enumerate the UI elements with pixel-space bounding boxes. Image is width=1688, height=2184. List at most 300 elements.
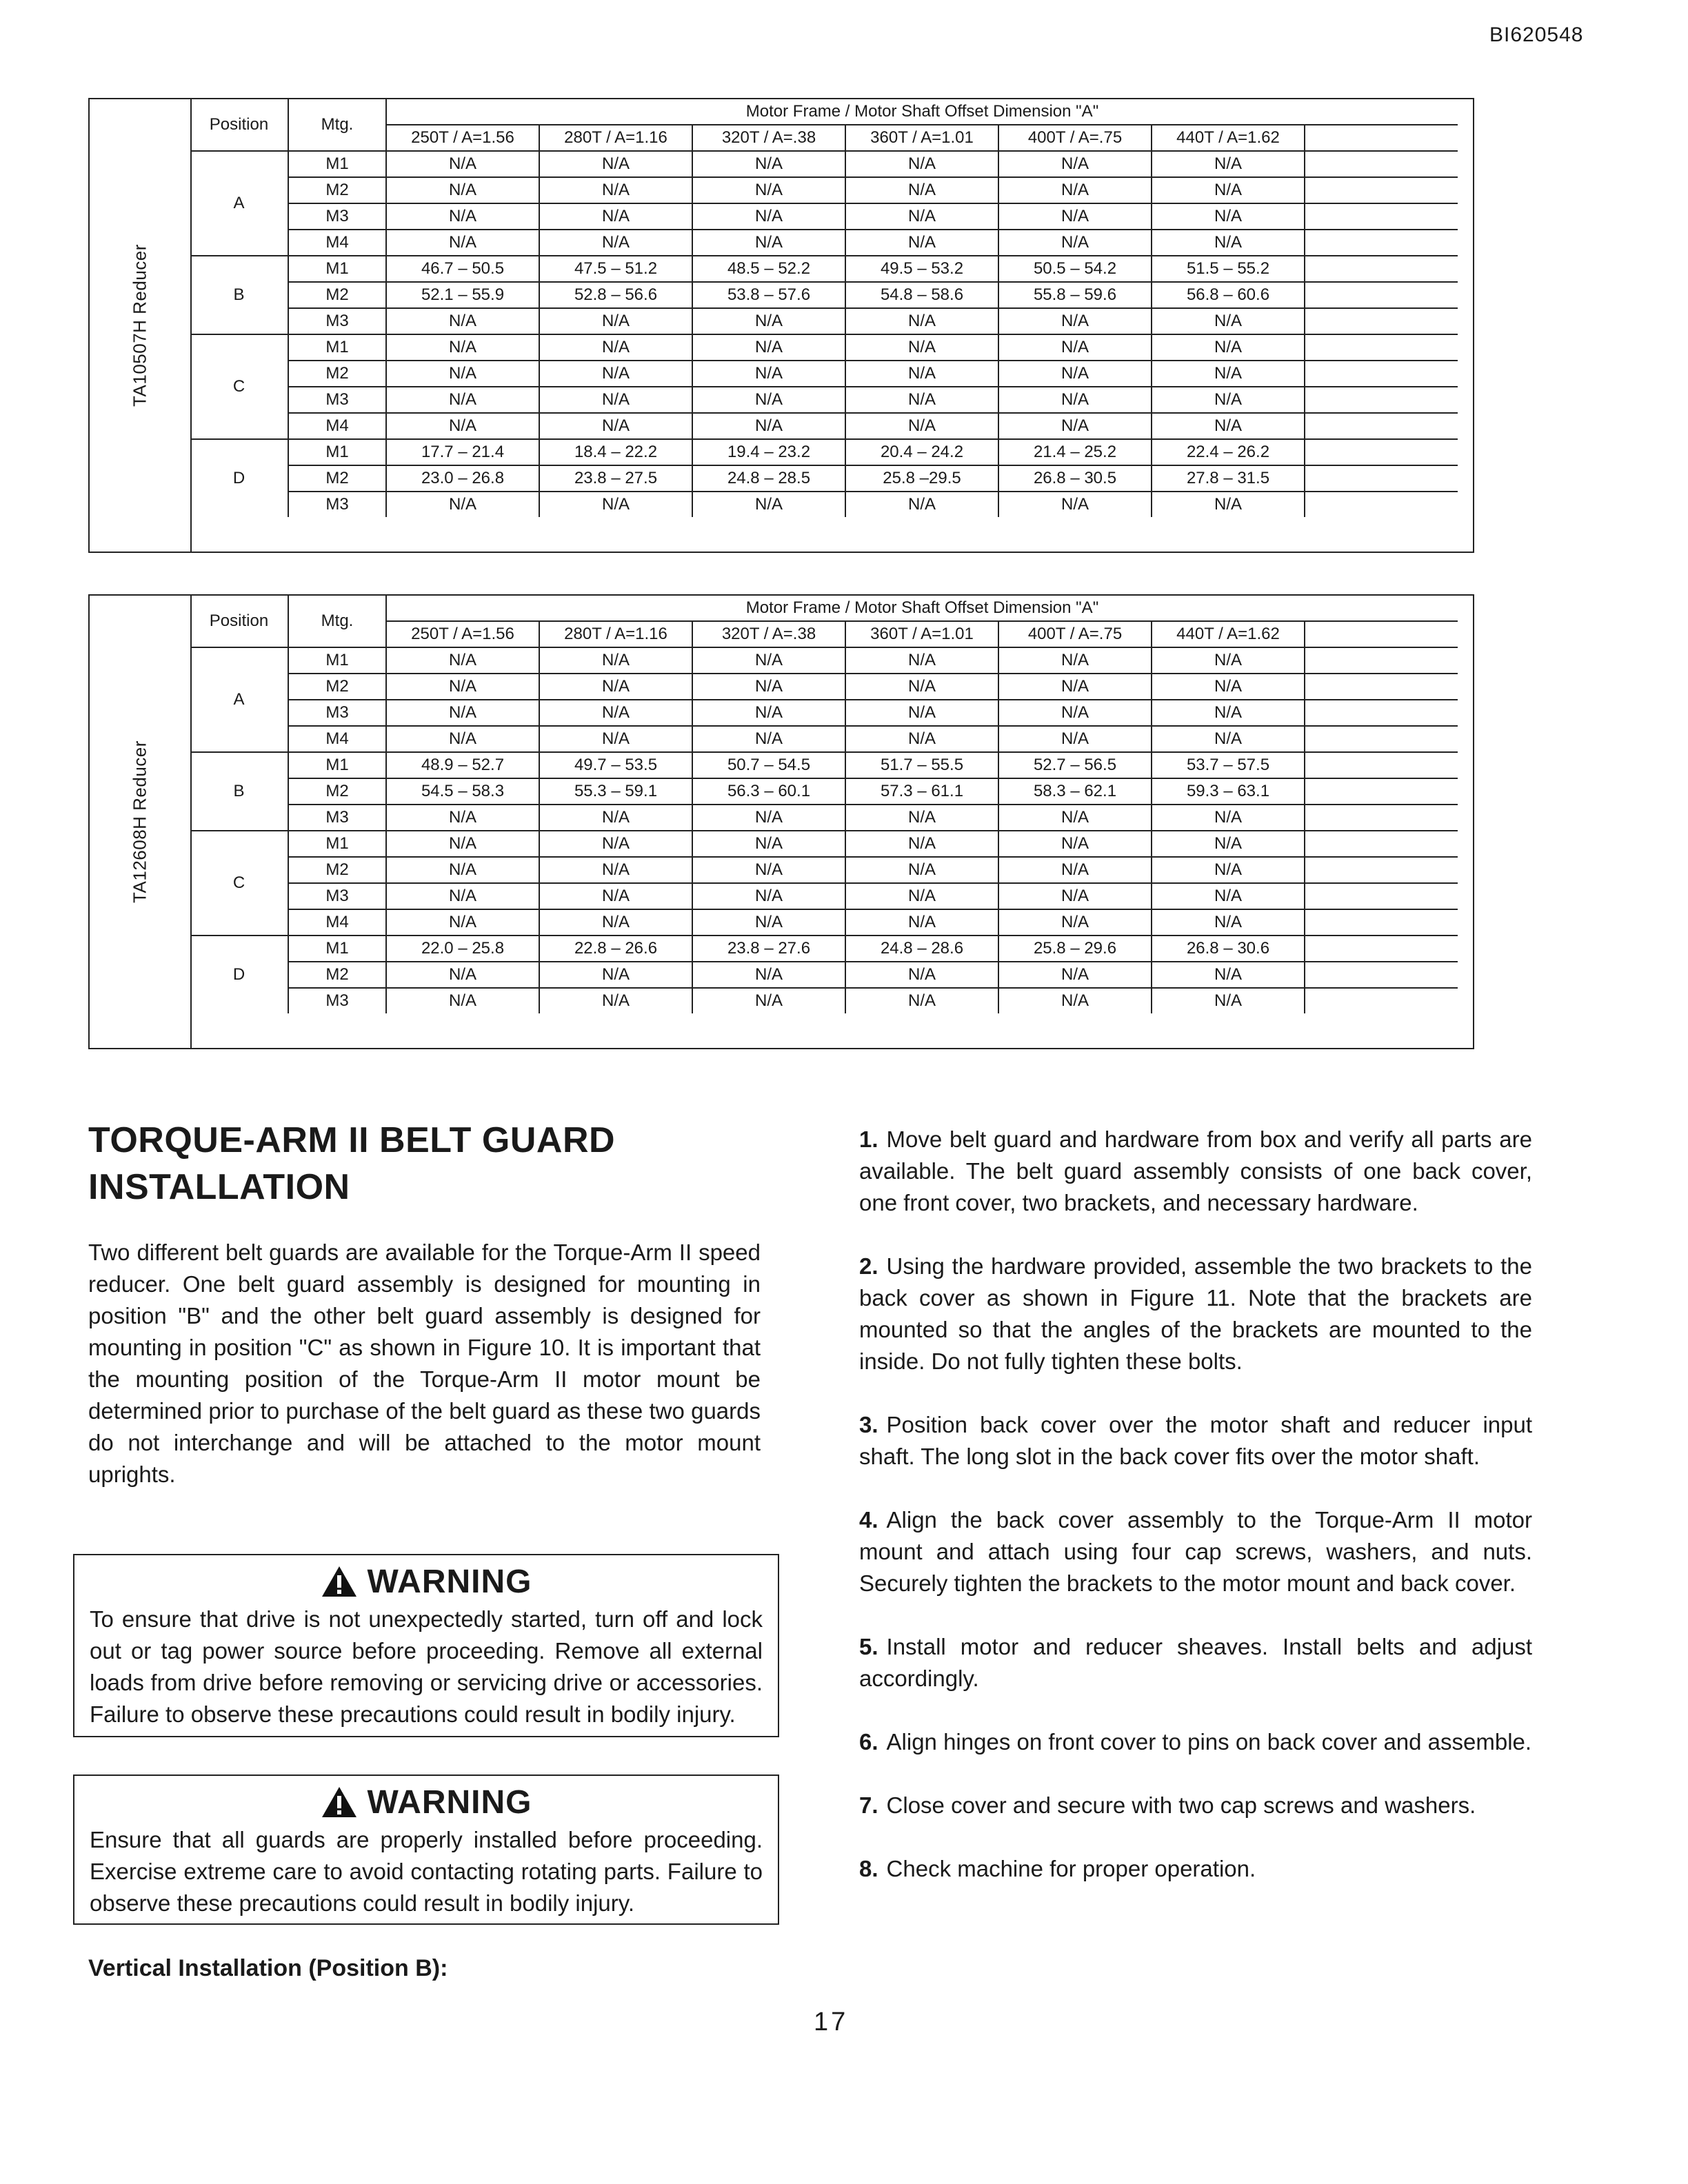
mtg-cell: M3 <box>288 387 386 413</box>
value-cell: N/A <box>845 177 998 203</box>
value-cell: N/A <box>1152 805 1305 831</box>
dimension-table-ta10507h <box>88 98 1474 553</box>
value-cell: N/A <box>1152 203 1305 230</box>
table-row <box>190 334 1458 361</box>
value-cell: N/A <box>998 883 1152 909</box>
warning-triangle-icon <box>321 1565 358 1598</box>
mtg-cell: M3 <box>288 883 386 909</box>
step-item <box>859 1409 1532 1473</box>
left-column <box>88 1117 761 1490</box>
step-item <box>859 1504 1532 1599</box>
value-cell: 48.9 – 52.7 <box>386 752 539 778</box>
motor-frame-header: Motor Frame / Motor Shaft Offset Dimension "A" <box>386 596 1458 621</box>
value-cell: N/A <box>539 387 692 413</box>
table-row <box>190 282 1458 308</box>
value-cell: N/A <box>539 413 692 439</box>
step-number: 3. <box>859 1412 878 1437</box>
value-cell: N/A <box>386 700 539 726</box>
table-row <box>190 883 1458 909</box>
table-row <box>190 831 1458 857</box>
step-text: Check machine for proper operation. <box>886 1856 1256 1881</box>
value-cell: N/A <box>692 492 845 517</box>
table-row <box>190 647 1458 674</box>
value-cell: N/A <box>845 962 998 988</box>
value-cell: N/A <box>998 177 1152 203</box>
step-item <box>859 1251 1532 1377</box>
table-row <box>190 387 1458 413</box>
value-cell: N/A <box>845 361 998 387</box>
value-cell: 52.8 – 56.6 <box>539 282 692 308</box>
step-text: Install motor and reducer sheaves. Install belts and adjust accordingly. <box>859 1634 1532 1691</box>
table-row <box>190 778 1458 805</box>
table-row <box>190 151 1458 177</box>
warning-text: To ensure that drive is not unexpectedly started, turn off and lock out or tag power source before proceeding. Remove all external loads from drive before removing or servicing drive or accessories. Failure to observe these precautions could result in bodily injury. <box>90 1606 763 1727</box>
value-cell: 47.5 – 51.2 <box>539 256 692 282</box>
empty-cell <box>1305 726 1458 752</box>
frame-header: 250T / A=1.56 <box>386 125 539 151</box>
frame-header: 320T / A=.38 <box>692 621 845 647</box>
mtg-cell: M1 <box>288 831 386 857</box>
dimension-table-ta12608h <box>88 594 1474 1049</box>
value-cell: N/A <box>386 308 539 334</box>
step-number: 1. <box>859 1126 878 1152</box>
value-cell: 57.3 – 61.1 <box>845 778 998 805</box>
value-cell: N/A <box>998 674 1152 700</box>
value-cell: N/A <box>539 647 692 674</box>
step-number: 6. <box>859 1729 878 1755</box>
value-cell: N/A <box>845 647 998 674</box>
frame-header: 440T / A=1.62 <box>1152 621 1305 647</box>
value-cell: N/A <box>386 726 539 752</box>
value-cell: 56.8 – 60.6 <box>1152 282 1305 308</box>
value-cell: N/A <box>386 492 539 517</box>
value-cell: N/A <box>998 203 1152 230</box>
value-cell: N/A <box>692 962 845 988</box>
value-cell: N/A <box>998 962 1152 988</box>
value-cell: 23.0 – 26.8 <box>386 465 539 492</box>
value-cell: N/A <box>539 883 692 909</box>
value-cell: 26.8 – 30.5 <box>998 465 1152 492</box>
value-cell: N/A <box>386 203 539 230</box>
value-cell: N/A <box>692 831 845 857</box>
value-cell: 46.7 – 50.5 <box>386 256 539 282</box>
table-row <box>190 465 1458 492</box>
offset-table <box>190 596 1458 1013</box>
value-cell: N/A <box>692 647 845 674</box>
value-cell: N/A <box>998 492 1152 517</box>
value-cell: 52.7 – 56.5 <box>998 752 1152 778</box>
value-cell: N/A <box>1152 151 1305 177</box>
position-cell: A <box>190 151 288 256</box>
value-cell: 59.3 – 63.1 <box>1152 778 1305 805</box>
value-cell: N/A <box>692 387 845 413</box>
warning-title: WARNING <box>367 1783 532 1821</box>
step-item <box>859 1726 1532 1758</box>
table-row <box>190 256 1458 282</box>
value-cell: N/A <box>845 413 998 439</box>
value-cell: N/A <box>692 203 845 230</box>
mtg-cell: M4 <box>288 909 386 936</box>
value-cell: N/A <box>998 988 1152 1013</box>
empty-cell <box>1305 203 1458 230</box>
table-row <box>190 308 1458 334</box>
value-cell: N/A <box>845 700 998 726</box>
value-cell: N/A <box>692 308 845 334</box>
value-cell: N/A <box>998 308 1152 334</box>
table-row <box>190 230 1458 256</box>
value-cell: N/A <box>998 831 1152 857</box>
position-cell: D <box>190 439 288 517</box>
value-cell: N/A <box>539 726 692 752</box>
table-row <box>190 909 1458 936</box>
value-cell: 56.3 – 60.1 <box>692 778 845 805</box>
value-cell: N/A <box>692 883 845 909</box>
value-cell: N/A <box>386 962 539 988</box>
motor-frame-header: Motor Frame / Motor Shaft Offset Dimension "A" <box>386 99 1458 125</box>
table-row <box>190 700 1458 726</box>
value-cell: N/A <box>386 361 539 387</box>
value-cell: 55.3 – 59.1 <box>539 778 692 805</box>
value-cell: 58.3 – 62.1 <box>998 778 1152 805</box>
table-side-label <box>90 596 192 1048</box>
value-cell: N/A <box>845 674 998 700</box>
position-header: Position <box>190 99 288 151</box>
warning-box <box>73 1554 779 1737</box>
value-cell: N/A <box>998 805 1152 831</box>
value-cell: 24.8 – 28.5 <box>692 465 845 492</box>
table-row <box>190 361 1458 387</box>
value-cell: 24.8 – 28.6 <box>845 936 998 962</box>
value-cell: 49.7 – 53.5 <box>539 752 692 778</box>
table-row <box>190 492 1458 517</box>
table-row <box>190 726 1458 752</box>
value-cell: 26.8 – 30.6 <box>1152 936 1305 962</box>
value-cell: N/A <box>998 334 1152 361</box>
empty-cell <box>1305 621 1458 647</box>
value-cell: N/A <box>692 674 845 700</box>
value-cell: N/A <box>692 413 845 439</box>
value-cell: N/A <box>539 805 692 831</box>
position-cell: C <box>190 831 288 936</box>
table-row <box>190 177 1458 203</box>
value-cell: 18.4 – 22.2 <box>539 439 692 465</box>
value-cell: N/A <box>998 151 1152 177</box>
value-cell: N/A <box>692 726 845 752</box>
value-cell: N/A <box>1152 177 1305 203</box>
value-cell: N/A <box>998 857 1152 883</box>
step-number: 7. <box>859 1792 878 1818</box>
empty-cell <box>1305 909 1458 936</box>
empty-cell <box>1305 387 1458 413</box>
value-cell: N/A <box>539 177 692 203</box>
value-cell: 49.5 – 53.2 <box>845 256 998 282</box>
position-cell: D <box>190 936 288 1013</box>
value-cell: 17.7 – 21.4 <box>386 439 539 465</box>
table-row <box>190 857 1458 883</box>
offset-table <box>190 99 1458 517</box>
empty-cell <box>1305 988 1458 1013</box>
table-row <box>190 439 1458 465</box>
value-cell: N/A <box>386 883 539 909</box>
empty-cell <box>1305 805 1458 831</box>
value-cell: N/A <box>692 909 845 936</box>
empty-cell <box>1305 413 1458 439</box>
steps-list <box>859 1124 1532 1917</box>
value-cell: N/A <box>692 151 845 177</box>
value-cell: 19.4 – 23.2 <box>692 439 845 465</box>
value-cell: N/A <box>1152 674 1305 700</box>
value-cell: N/A <box>1152 831 1305 857</box>
empty-cell <box>1305 857 1458 883</box>
mtg-cell: M3 <box>288 203 386 230</box>
step-text: Close cover and secure with two cap screws and washers. <box>886 1792 1476 1818</box>
step-item <box>859 1631 1532 1695</box>
value-cell: N/A <box>386 151 539 177</box>
value-cell: 53.8 – 57.6 <box>692 282 845 308</box>
mtg-cell: M3 <box>288 988 386 1013</box>
empty-cell <box>1305 334 1458 361</box>
value-cell: N/A <box>1152 647 1305 674</box>
empty-cell <box>1305 361 1458 387</box>
value-cell: 52.1 – 55.9 <box>386 282 539 308</box>
frame-header: 360T / A=1.01 <box>845 125 998 151</box>
value-cell: 20.4 – 24.2 <box>845 439 998 465</box>
value-cell: N/A <box>539 361 692 387</box>
mtg-cell: M4 <box>288 726 386 752</box>
value-cell: N/A <box>386 909 539 936</box>
value-cell: N/A <box>845 831 998 857</box>
table-row <box>190 674 1458 700</box>
value-cell: N/A <box>845 334 998 361</box>
section-title <box>88 1117 761 1211</box>
table-row <box>190 936 1458 962</box>
value-cell: 25.8 –29.5 <box>845 465 998 492</box>
mtg-cell: M4 <box>288 413 386 439</box>
intro-paragraph: Two different belt guards are available for the Torque-Arm II speed reducer. One belt guard assembly is designed for mounting in position "B" and the other belt guard assembly is designed for mounting in position "C" as shown in Figure 10. It is important that the mounting position of the Torque-Arm II motor mount be determined prior to purchase of the belt guard as these two guards do not interchange and will be attached to the motor mount uprights. <box>88 1240 761 1487</box>
value-cell: N/A <box>539 857 692 883</box>
table-row <box>190 203 1458 230</box>
value-cell: N/A <box>845 805 998 831</box>
value-cell: N/A <box>386 647 539 674</box>
table-side-label <box>90 99 192 552</box>
step-text: Align the back cover assembly to the Torque-Arm II motor mount and attach using four cap screws, washers, and nuts. Securely tighten the brackets to the motor mount and back cover. <box>859 1507 1532 1596</box>
value-cell: N/A <box>386 857 539 883</box>
table-row <box>190 752 1458 778</box>
mtg-cell: M3 <box>288 805 386 831</box>
value-cell: N/A <box>692 700 845 726</box>
value-cell: N/A <box>539 988 692 1013</box>
empty-cell <box>1305 282 1458 308</box>
table-row <box>190 962 1458 988</box>
warning-title: WARNING <box>367 1563 532 1600</box>
empty-cell <box>1305 883 1458 909</box>
empty-cell <box>1305 831 1458 857</box>
value-cell: N/A <box>1152 387 1305 413</box>
empty-cell <box>1305 492 1458 517</box>
value-cell: N/A <box>539 230 692 256</box>
value-cell: N/A <box>386 674 539 700</box>
step-number: 2. <box>859 1253 878 1279</box>
mtg-cell: M2 <box>288 361 386 387</box>
empty-cell <box>1305 230 1458 256</box>
step-item <box>859 1790 1532 1821</box>
section-title-line1: TORQUE-ARM II BELT GUARD <box>88 1120 616 1160</box>
mtg-cell: M1 <box>288 439 386 465</box>
empty-cell <box>1305 647 1458 674</box>
value-cell: N/A <box>1152 413 1305 439</box>
value-cell: N/A <box>386 988 539 1013</box>
step-text: Move belt guard and hardware from box and verify all parts are available. The belt guard assembly consists of one back cover, one front cover, two brackets, and necessary hardware. <box>859 1126 1532 1215</box>
value-cell: 23.8 – 27.6 <box>692 936 845 962</box>
step-item <box>859 1124 1532 1219</box>
mtg-header: Mtg. <box>288 596 386 647</box>
value-cell: 51.5 – 55.2 <box>1152 256 1305 282</box>
empty-cell <box>1305 439 1458 465</box>
value-cell: 51.7 – 55.5 <box>845 752 998 778</box>
value-cell: N/A <box>1152 909 1305 936</box>
value-cell: N/A <box>386 805 539 831</box>
value-cell: N/A <box>692 334 845 361</box>
value-cell: N/A <box>845 909 998 936</box>
mtg-cell: M1 <box>288 256 386 282</box>
value-cell: N/A <box>1152 883 1305 909</box>
value-cell: N/A <box>386 831 539 857</box>
value-cell: N/A <box>1152 230 1305 256</box>
value-cell: N/A <box>1152 726 1305 752</box>
value-cell: N/A <box>845 883 998 909</box>
value-cell: N/A <box>998 726 1152 752</box>
reducer-label: TA12608H Reducer <box>129 740 150 903</box>
step-text: Align hinges on front cover to pins on back cover and assemble. <box>886 1729 1532 1755</box>
value-cell: 54.8 – 58.6 <box>845 282 998 308</box>
mtg-cell: M4 <box>288 230 386 256</box>
value-cell: N/A <box>539 492 692 517</box>
position-cell: A <box>190 647 288 752</box>
mtg-cell: M2 <box>288 674 386 700</box>
empty-cell <box>1305 752 1458 778</box>
value-cell: N/A <box>1152 308 1305 334</box>
step-number: 4. <box>859 1507 878 1533</box>
value-cell: 50.7 – 54.5 <box>692 752 845 778</box>
section-title-line2: INSTALLATION <box>88 1167 350 1207</box>
step-item <box>859 1853 1532 1885</box>
step-text: Position back cover over the motor shaft and reducer input shaft. The long slot in the back cover fits over the motor shaft. <box>859 1412 1532 1469</box>
value-cell: 22.4 – 26.2 <box>1152 439 1305 465</box>
reducer-label: TA10507H Reducer <box>129 244 150 407</box>
mtg-cell: M1 <box>288 752 386 778</box>
value-cell: N/A <box>1152 492 1305 517</box>
value-cell: N/A <box>692 230 845 256</box>
subheading: Vertical Installation (Position B): <box>88 1955 448 1981</box>
mtg-cell: M3 <box>288 308 386 334</box>
value-cell: N/A <box>845 988 998 1013</box>
step-text: Using the hardware provided, assemble the two brackets to the back cover as shown in Figure 11. Note that the brackets are mounted so that the angles of the brackets are mounted to the inside. Do not fully tighten these bolts. <box>859 1253 1532 1374</box>
frame-header: 400T / A=.75 <box>998 621 1152 647</box>
mtg-cell: M2 <box>288 465 386 492</box>
frame-header: 360T / A=1.01 <box>845 621 998 647</box>
mtg-cell: M2 <box>288 778 386 805</box>
value-cell: N/A <box>539 674 692 700</box>
value-cell: N/A <box>386 413 539 439</box>
value-cell: N/A <box>1152 988 1305 1013</box>
mtg-cell: M3 <box>288 700 386 726</box>
page-number: 17 <box>814 2008 849 2036</box>
value-cell: 23.8 – 27.5 <box>539 465 692 492</box>
value-cell: N/A <box>539 334 692 361</box>
position-cell: B <box>190 256 288 334</box>
value-cell: N/A <box>386 387 539 413</box>
value-cell: 22.8 – 26.6 <box>539 936 692 962</box>
value-cell: N/A <box>386 177 539 203</box>
value-cell: N/A <box>845 151 998 177</box>
mtg-cell: M2 <box>288 962 386 988</box>
value-cell: 50.5 – 54.2 <box>998 256 1152 282</box>
empty-cell <box>1305 177 1458 203</box>
value-cell: 55.8 – 59.6 <box>998 282 1152 308</box>
value-cell: N/A <box>539 203 692 230</box>
table-header-row <box>190 99 1458 125</box>
value-cell: N/A <box>998 413 1152 439</box>
warning-box <box>73 1775 779 1925</box>
value-cell: N/A <box>998 647 1152 674</box>
table-row <box>190 988 1458 1013</box>
mtg-cell: M1 <box>288 151 386 177</box>
value-cell: N/A <box>845 492 998 517</box>
value-cell: N/A <box>998 230 1152 256</box>
step-number: 8. <box>859 1856 878 1881</box>
step-number: 5. <box>859 1634 878 1659</box>
value-cell: N/A <box>1152 962 1305 988</box>
table-row <box>190 805 1458 831</box>
value-cell: N/A <box>539 151 692 177</box>
value-cell: N/A <box>539 909 692 936</box>
value-cell: 21.4 – 25.2 <box>998 439 1152 465</box>
mtg-cell: M2 <box>288 857 386 883</box>
value-cell: N/A <box>1152 700 1305 726</box>
empty-cell <box>1305 151 1458 177</box>
frame-header: 320T / A=.38 <box>692 125 845 151</box>
position-cell: C <box>190 334 288 439</box>
empty-cell <box>1305 700 1458 726</box>
value-cell: N/A <box>998 361 1152 387</box>
value-cell: 54.5 – 58.3 <box>386 778 539 805</box>
value-cell: N/A <box>692 177 845 203</box>
mtg-cell: M1 <box>288 647 386 674</box>
value-cell: N/A <box>539 962 692 988</box>
table-header-row <box>190 596 1458 621</box>
value-cell: N/A <box>845 726 998 752</box>
value-cell: N/A <box>692 361 845 387</box>
frame-header: 400T / A=.75 <box>998 125 1152 151</box>
mtg-cell: M2 <box>288 177 386 203</box>
warning-text: Ensure that all guards are properly installed before proceeding. Exercise extreme care to avoid contacting rotating parts. Failure to observe these precautions could result in bodily injury. <box>90 1827 763 1916</box>
value-cell: N/A <box>1152 857 1305 883</box>
empty-cell <box>1305 962 1458 988</box>
mtg-header: Mtg. <box>288 99 386 151</box>
empty-cell <box>1305 256 1458 282</box>
value-cell: N/A <box>386 230 539 256</box>
value-cell: N/A <box>692 857 845 883</box>
value-cell: 48.5 – 52.2 <box>692 256 845 282</box>
position-header: Position <box>190 596 288 647</box>
value-cell: N/A <box>998 909 1152 936</box>
mtg-cell: M1 <box>288 334 386 361</box>
value-cell: 25.8 – 29.6 <box>998 936 1152 962</box>
empty-cell <box>1305 465 1458 492</box>
empty-cell <box>1305 778 1458 805</box>
value-cell: N/A <box>998 700 1152 726</box>
value-cell: N/A <box>539 700 692 726</box>
